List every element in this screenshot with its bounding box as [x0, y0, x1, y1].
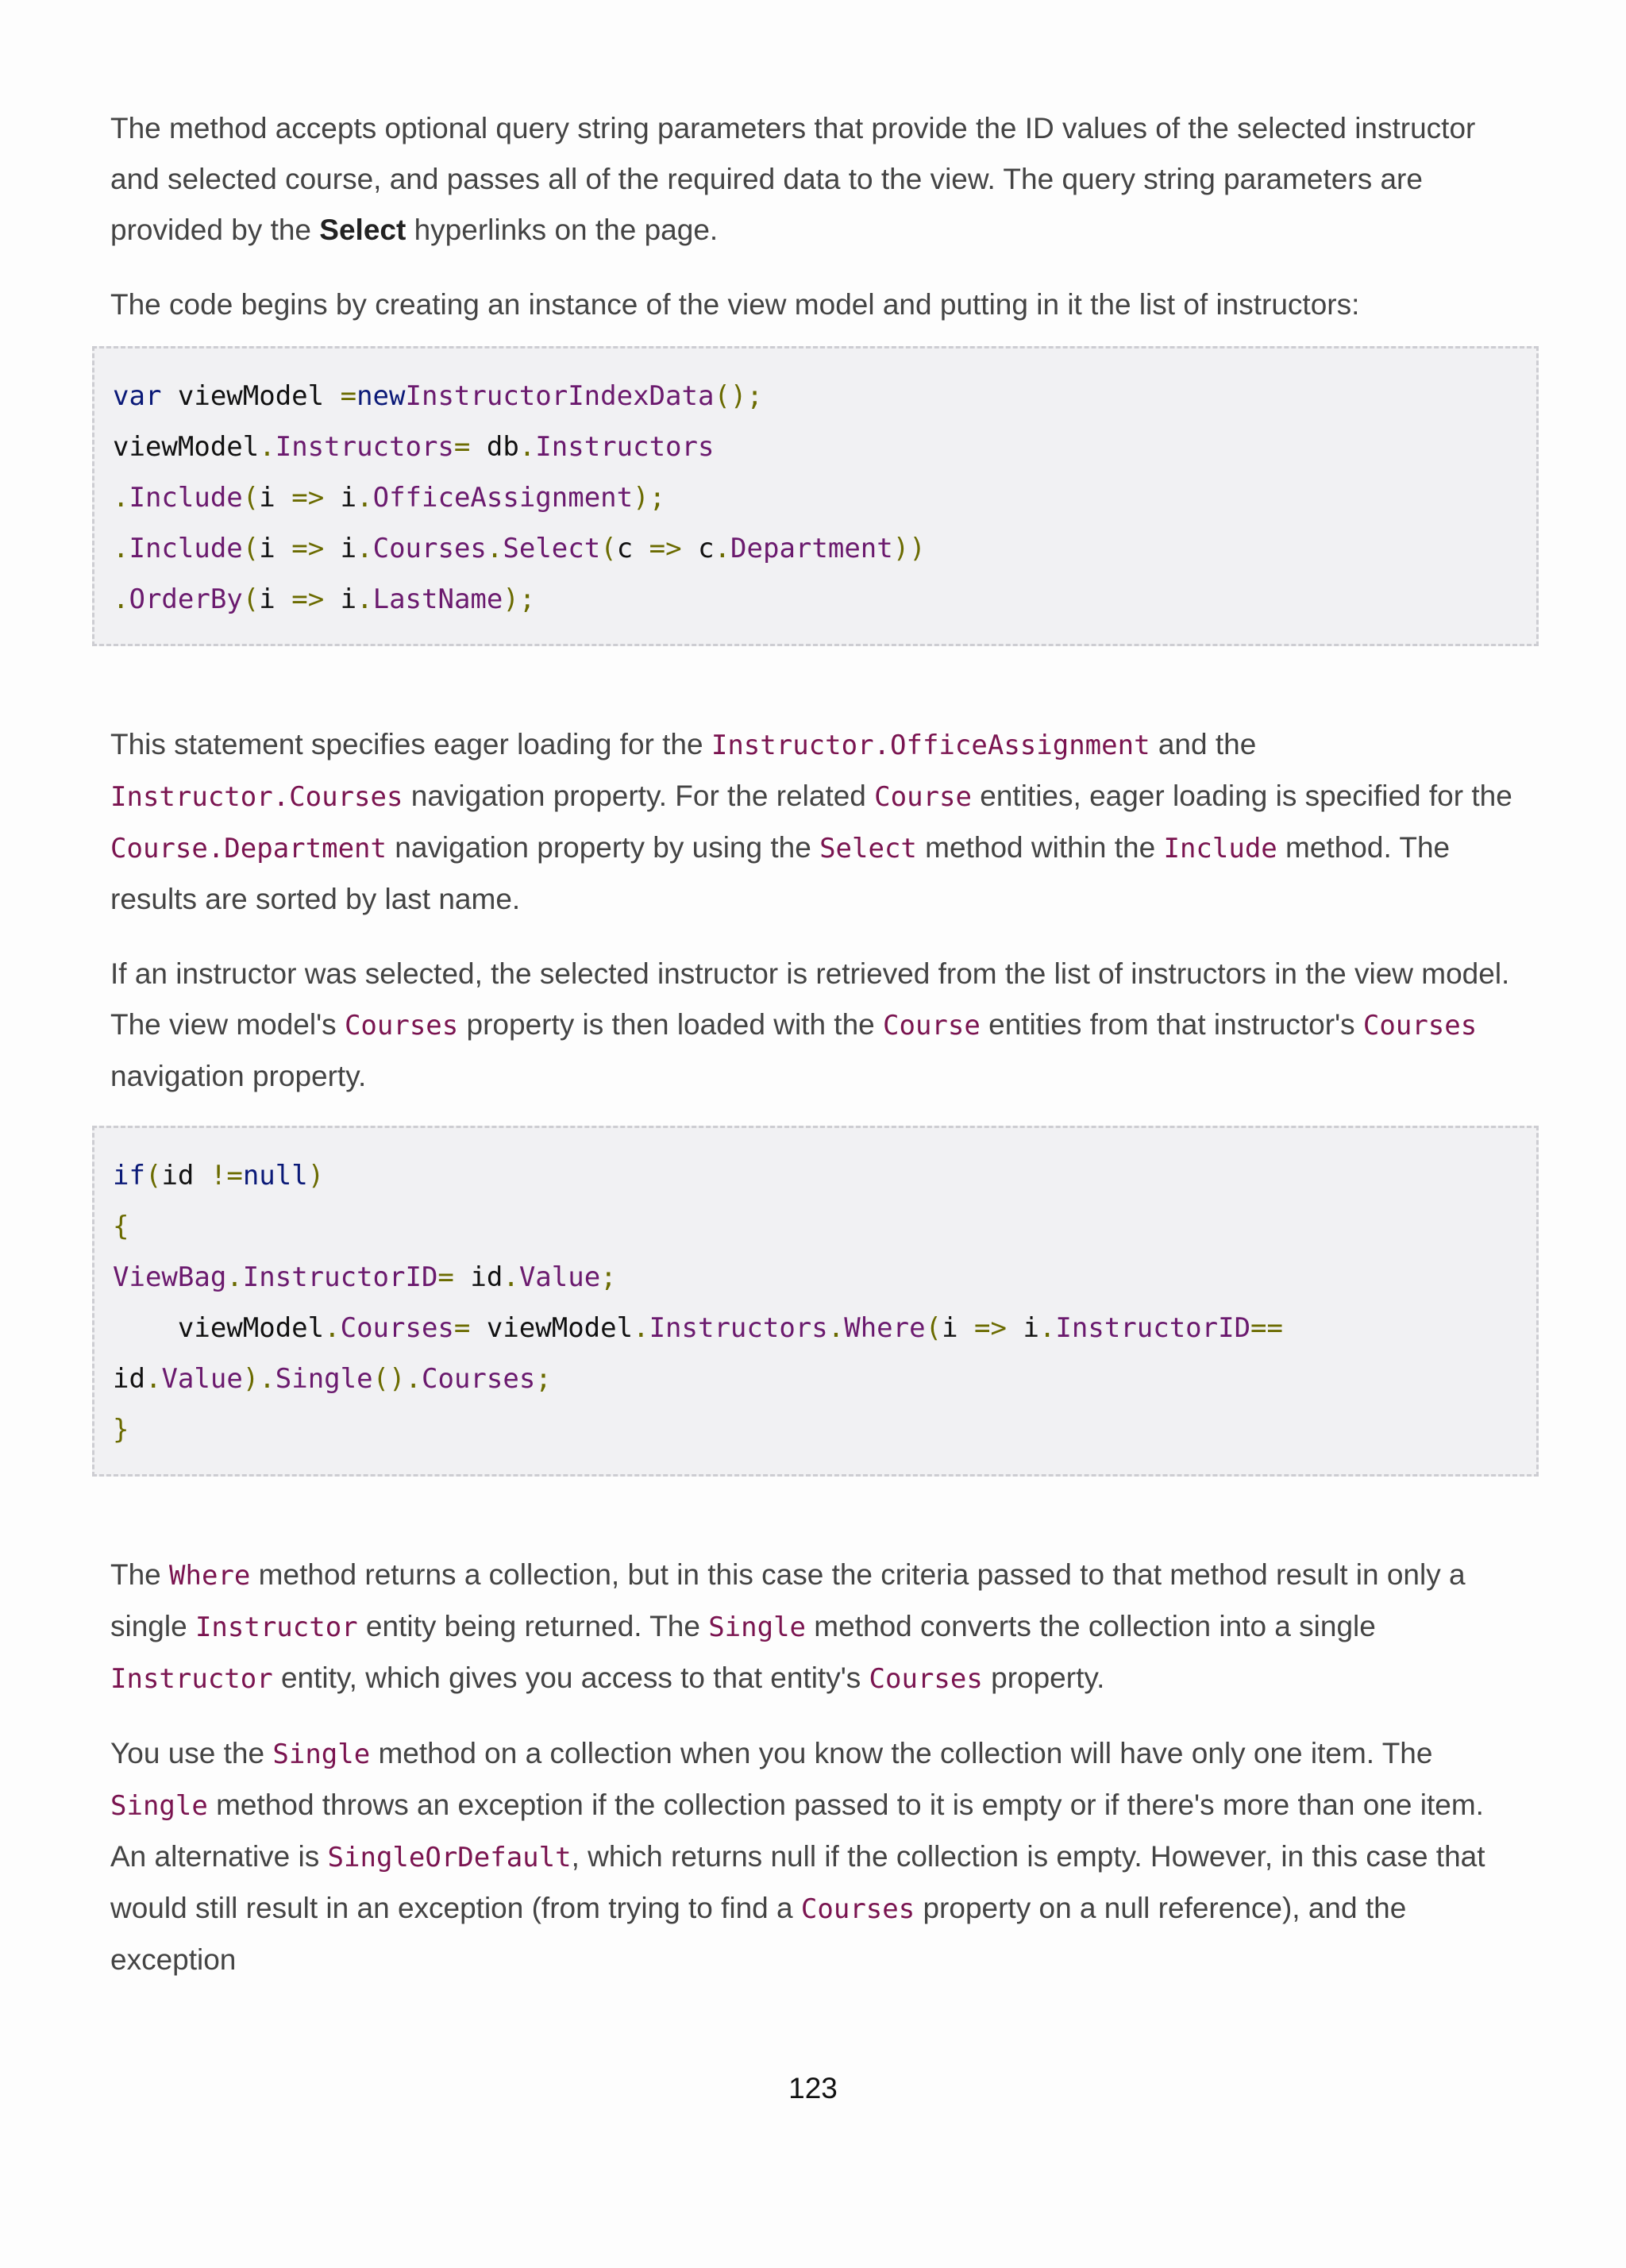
code-token: .: [113, 583, 129, 615]
code-token: c: [616, 533, 649, 564]
code-token: OrderBy: [129, 583, 243, 615]
code-token: i: [942, 1312, 975, 1344]
inline-code: Select: [819, 833, 917, 864]
code-token: InstructorID: [1055, 1312, 1251, 1344]
code-token: =>: [291, 482, 325, 514]
text-run: The method accepts optional query string parameters that provide the ID values of the selected instructor and selected course, and passes all of the required data to the view. The query string parameters are provided by the: [110, 112, 1476, 246]
page-number: 123: [788, 2072, 838, 2104]
text-run: , which returns null if the collection is empty. However, in this case that would still result in an exception (from trying to find a: [110, 1840, 1485, 1924]
code-token: .: [356, 482, 373, 514]
code-token: (: [242, 583, 260, 615]
code-token: ViewBag: [113, 1261, 227, 1293]
code-line: [113, 1252, 1536, 1303]
paragraph-eager-loading: [110, 719, 1524, 925]
inline-code: Course: [874, 781, 972, 813]
code-token: );: [633, 482, 666, 514]
inline-code: Instructor.Courses: [110, 781, 403, 813]
text-run: method on a collection when you know the collection will have only one item. The: [370, 1737, 1433, 1769]
text-run: If an instructor was selected, the selected instructor is retrieved from the list of instructors in the view model. The view model's: [110, 957, 1510, 1041]
code-token: viewModel: [113, 431, 260, 463]
code-token: i: [324, 583, 357, 615]
code-token: i: [324, 533, 357, 564]
code-line: [113, 472, 1536, 523]
inline-code: Single: [272, 1739, 371, 1770]
code-block-if-id: [92, 1126, 1539, 1477]
code-token: id: [161, 1160, 210, 1192]
code-line: [113, 422, 1536, 472]
text-run: The code begins by creating an instance of the view model and putting in it the list of instructors:: [110, 288, 1360, 321]
code-token: ).: [242, 1363, 275, 1395]
code-line: [113, 523, 1536, 574]
text-run: property on a null reference), and the exception: [110, 1892, 1407, 1976]
code-token: null: [242, 1160, 308, 1192]
text-run: hyperlinks on the page.: [406, 214, 719, 246]
inline-code: Single: [110, 1790, 208, 1822]
code-token: Include: [129, 533, 243, 564]
code-line: [113, 574, 1536, 625]
code-token: Department: [730, 533, 893, 564]
code-line: [113, 1303, 1536, 1353]
code-token: .: [356, 583, 373, 615]
inline-code: Include: [1163, 833, 1277, 864]
code-token: InstructorIndexData: [405, 380, 715, 412]
code-token: Instructors: [649, 1312, 828, 1344]
code-token: viewModel: [470, 1312, 634, 1344]
paragraph-where-method: [110, 1550, 1524, 1704]
text-run: method converts the collection into a single: [806, 1610, 1376, 1642]
bold-select-term: Select: [319, 214, 406, 246]
code-token: (: [144, 1160, 162, 1192]
inline-code: Course.Department: [110, 833, 387, 864]
code-token: ): [307, 1160, 325, 1192]
code-token: =: [453, 431, 471, 463]
inline-code: Single: [708, 1611, 807, 1643]
text-run: method within the: [916, 831, 1164, 864]
inline-code: Where: [169, 1560, 251, 1592]
code-token: i: [259, 583, 292, 615]
inline-code: Courses: [869, 1663, 983, 1695]
code-token: Include: [129, 482, 243, 514]
code-token: Value: [161, 1363, 243, 1395]
text-run: method returns a collection, but in this case the criteria passed to that method result in only a single: [110, 1558, 1466, 1642]
code-token: ;: [535, 1363, 552, 1395]
text-run: method throws an exception if the collection passed to it is empty or if there's more than one item. An alternative is: [110, 1789, 1484, 1873]
code-line: [113, 371, 1536, 422]
code-token: =: [437, 1261, 454, 1293]
code-token: Value: [518, 1261, 601, 1293]
code-token: Select: [503, 533, 601, 564]
code-token: .: [714, 533, 731, 564]
code-token: );: [503, 583, 536, 615]
code-token: .: [356, 533, 373, 564]
text-run: The: [110, 1558, 170, 1591]
code-token: Courses: [422, 1363, 536, 1395]
code-token: id: [113, 1363, 145, 1395]
code-token: .: [518, 431, 536, 463]
text-run: property.: [982, 1662, 1105, 1694]
code-token: i: [259, 482, 292, 514]
text-run: entity being returned. The: [357, 1610, 709, 1642]
code-token: .: [1038, 1312, 1056, 1344]
code-token: .: [259, 431, 275, 463]
inline-code: Course: [883, 1010, 981, 1042]
paragraph-code-begins: [110, 279, 1524, 330]
code-token: c: [681, 533, 715, 564]
inline-code: Instructor.OfficeAssignment: [711, 730, 1150, 761]
code-token: =: [453, 1312, 471, 1344]
text-run: entities from that instructor's: [980, 1008, 1363, 1041]
text-run: entity, which gives you access to that entity's: [272, 1662, 869, 1694]
code-line: [113, 1404, 1536, 1455]
code-token: OfficeAssignment: [372, 482, 634, 514]
inline-code: Courses: [800, 1893, 915, 1925]
inline-code: Instructor: [110, 1663, 273, 1695]
code-token: .: [486, 533, 503, 564]
code-token: =: [340, 380, 357, 412]
code-token: ();: [714, 380, 763, 412]
code-token: (: [242, 533, 260, 564]
code-token: .: [324, 1312, 341, 1344]
code-token: InstructorID: [242, 1261, 438, 1293]
code-line: [113, 1150, 1536, 1201]
inline-code: Courses: [1362, 1010, 1478, 1042]
code-token: =>: [291, 583, 325, 615]
code-token: .: [144, 1363, 162, 1395]
code-token: var: [113, 380, 162, 412]
code-token: .: [113, 533, 129, 564]
code-token: (: [600, 533, 617, 564]
code-token: i: [324, 482, 357, 514]
text-run: navigation property.: [110, 1060, 367, 1092]
text-run: entities, eager loading is specified for the: [972, 780, 1512, 812]
code-token: .: [827, 1312, 845, 1344]
code-token: {: [113, 1211, 129, 1242]
code-token: db: [470, 431, 519, 463]
inline-code: SingleOrDefault: [327, 1842, 572, 1873]
code-line: [113, 1353, 1536, 1404]
code-token: if: [113, 1160, 145, 1192]
text-run: navigation property. For the related: [403, 780, 875, 812]
code-token: LastName: [372, 583, 503, 615]
code-token: viewModel: [113, 1312, 325, 1344]
code-token: Courses: [340, 1312, 454, 1344]
code-token: !=: [210, 1160, 243, 1192]
code-token: new: [356, 380, 406, 412]
paragraph-instructor-selected: [110, 949, 1524, 1102]
code-token: i: [259, 533, 292, 564]
code-token: .: [226, 1261, 243, 1293]
code-token: ().: [372, 1363, 422, 1395]
code-token: =>: [974, 1312, 1007, 1344]
code-token: .: [113, 482, 129, 514]
code-token: Single: [275, 1363, 373, 1395]
code-token: id: [453, 1261, 503, 1293]
text-run: and the: [1150, 728, 1257, 760]
code-token: Courses: [372, 533, 487, 564]
inline-code: Instructor: [195, 1611, 358, 1643]
code-token: Instructors: [275, 431, 454, 463]
paragraph-single-method: [110, 1728, 1524, 1985]
code-token: =>: [649, 533, 682, 564]
paragraph-query-string-params: [110, 103, 1524, 256]
code-token: Where: [844, 1312, 926, 1344]
code-token: }: [113, 1414, 129, 1446]
text-run: You use the: [110, 1737, 273, 1769]
code-token: .: [503, 1261, 519, 1293]
code-block-view-model: [92, 346, 1539, 646]
code-token: (: [925, 1312, 942, 1344]
code-token: )): [892, 533, 926, 564]
code-token: i: [1006, 1312, 1039, 1344]
text-run: method. The results are sorted by last name.: [110, 831, 1451, 915]
text-run: This statement specifies eager loading for the: [110, 728, 711, 760]
code-token: =>: [291, 533, 325, 564]
document-page: [110, 103, 1524, 1985]
code-token: viewModel: [161, 380, 341, 412]
code-token: ;: [600, 1261, 617, 1293]
text-run: navigation property by using the: [387, 831, 820, 864]
code-token: Instructors: [535, 431, 715, 463]
text-run: property is then loaded with the: [458, 1008, 884, 1041]
code-token: .: [633, 1312, 649, 1344]
code-token: (: [242, 482, 260, 514]
code-token: ==: [1250, 1312, 1283, 1344]
inline-code: Courses: [344, 1010, 459, 1042]
code-line: [113, 1201, 1536, 1252]
